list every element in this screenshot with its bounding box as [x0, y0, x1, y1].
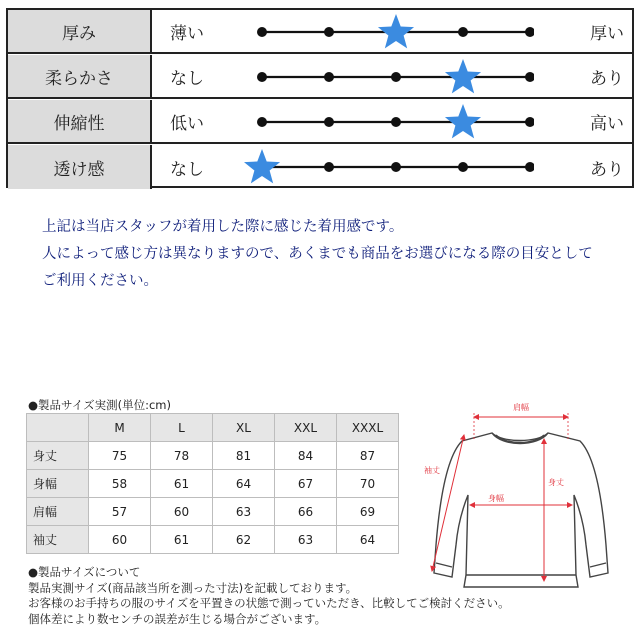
- size-cell: 64: [213, 470, 275, 498]
- size-row-label: 身丈: [27, 442, 89, 470]
- size-header-row: [27, 414, 399, 442]
- size-cell: 61: [151, 470, 213, 498]
- size-header-cell: L: [151, 414, 213, 442]
- size-cell: 75: [89, 442, 151, 470]
- rating-star-icon: [378, 14, 414, 48]
- size-cell: 62: [213, 526, 275, 554]
- feel-row-softness: [8, 55, 632, 99]
- scale-dot: [324, 27, 334, 37]
- size-cell: 81: [213, 442, 275, 470]
- size-header-cell: XXXL: [337, 414, 399, 442]
- scale-dot: [525, 27, 534, 37]
- sweatshirt-outline: [434, 433, 608, 587]
- rating-star-icon: [445, 59, 481, 93]
- wear-feel-note: [42, 214, 622, 295]
- scale-dot: [391, 72, 401, 82]
- size-row: [27, 470, 399, 498]
- sweatshirt-measurement-diagram: [410, 395, 634, 600]
- scale-dot: [458, 162, 468, 172]
- size-table-heading: ●製品サイズ実測(単位:cm): [28, 398, 171, 412]
- feel-label: 厚み: [8, 10, 152, 52]
- body-width-label: 身幅: [488, 494, 504, 503]
- shoulder-width-label: 肩幅: [513, 403, 529, 412]
- size-cell: 84: [275, 442, 337, 470]
- feel-label: 透け感: [8, 145, 152, 189]
- feel-label: 伸縮性: [8, 100, 152, 142]
- scale-dot: [458, 27, 468, 37]
- feel-max-label: あり: [590, 68, 624, 89]
- feel-max-label: 高い: [590, 113, 624, 134]
- size-cell: 63: [213, 498, 275, 526]
- size-table: [26, 413, 399, 554]
- scale-dot: [324, 162, 334, 172]
- scale-dot: [525, 72, 534, 82]
- size-notes-line: 個体差により数センチの誤差が生じる場合がございます。: [28, 611, 327, 626]
- size-row: [27, 526, 399, 554]
- size-notes-line: 製品実測サイズ(商品該当所を測った寸法)を記載しております。: [28, 580, 358, 595]
- scale-dot: [525, 117, 534, 127]
- size-cell: 66: [275, 498, 337, 526]
- size-cell: 67: [275, 470, 337, 498]
- scale-dot: [324, 72, 334, 82]
- size-cell: 69: [337, 498, 399, 526]
- feel-min-label: なし: [170, 159, 204, 180]
- note-line: ご利用ください。: [42, 273, 158, 289]
- rating-star-icon: [445, 104, 481, 138]
- size-row-label: 身幅: [27, 470, 89, 498]
- body-length-label: 身丈: [548, 478, 564, 487]
- scale-dot: [324, 117, 334, 127]
- scale-dot: [391, 117, 401, 127]
- note-line: 人によって感じ方は異なりますので、あくまでも商品をお選びになる際の目安として: [42, 246, 593, 262]
- feel-min-label: 薄い: [170, 23, 204, 44]
- size-cell: 57: [89, 498, 151, 526]
- size-notes-line: お客様のお手持ちの服のサイズを平置きの状態で測っていただき、比較してご検討ください。: [28, 596, 510, 610]
- feel-max-label: 厚い: [590, 23, 624, 44]
- feel-row-thickness: [8, 10, 632, 54]
- feel-table: [6, 8, 634, 188]
- size-cell: 60: [89, 526, 151, 554]
- feel-scale: [244, 100, 534, 144]
- size-header-cell: XL: [213, 414, 275, 442]
- scale-dot: [257, 117, 267, 127]
- size-cell: 87: [337, 442, 399, 470]
- size-header-cell: M: [89, 414, 151, 442]
- size-cell: 58: [89, 470, 151, 498]
- feel-scale: [244, 10, 534, 54]
- size-row: [27, 442, 399, 470]
- size-row-label: 肩幅: [27, 498, 89, 526]
- size-cell: 63: [275, 526, 337, 554]
- size-cell: 78: [151, 442, 213, 470]
- scale-dot: [525, 162, 534, 172]
- feel-label: 柔らかさ: [8, 55, 152, 97]
- size-row: [27, 498, 399, 526]
- feel-row-sheerness: [8, 145, 632, 189]
- sleeve-length-label: 袖丈: [424, 466, 440, 475]
- scale-dot: [257, 72, 267, 82]
- size-cell: 61: [151, 526, 213, 554]
- size-table-corner: [27, 414, 89, 442]
- scale-dot: [391, 162, 401, 172]
- size-row-label: 袖丈: [27, 526, 89, 554]
- size-header-cell: XXL: [275, 414, 337, 442]
- scale-dot: [257, 27, 267, 37]
- sleeve-length-arrow: [432, 435, 464, 571]
- feel-row-stretch: [8, 100, 632, 144]
- size-cell: 64: [337, 526, 399, 554]
- feel-scale: [244, 55, 534, 99]
- size-notes-title: ●製品サイズについて: [28, 565, 141, 579]
- feel-min-label: 低い: [170, 113, 204, 134]
- note-line: 上記は当店スタッフが着用した際に感じた着用感です。: [42, 219, 404, 235]
- size-cell: 60: [151, 498, 213, 526]
- feel-max-label: あり: [590, 159, 624, 180]
- feel-scale: [244, 145, 534, 189]
- feel-min-label: なし: [170, 68, 204, 89]
- rating-star-icon: [244, 149, 280, 183]
- size-cell: 70: [337, 470, 399, 498]
